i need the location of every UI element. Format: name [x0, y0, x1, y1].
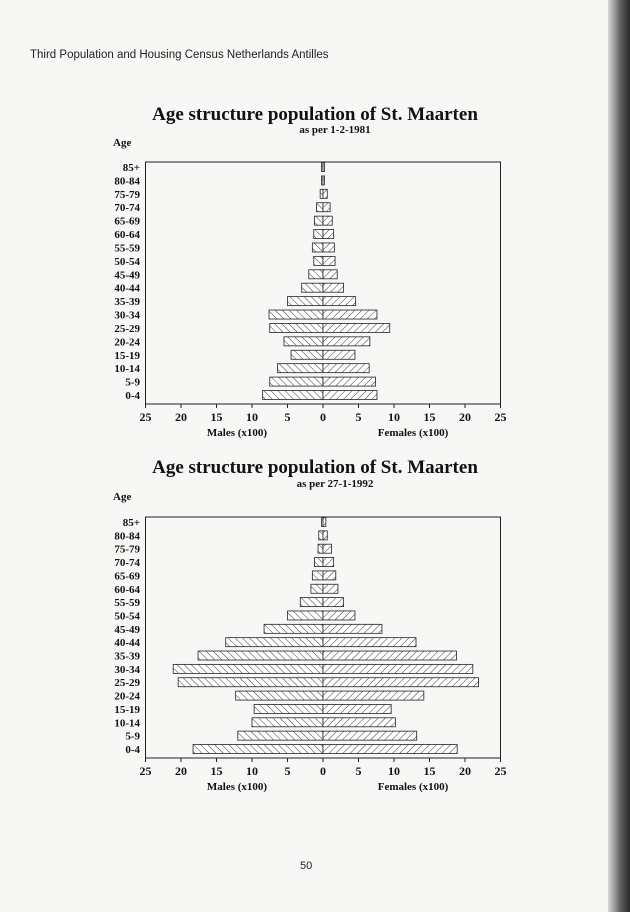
- age-group-label: 60-64: [114, 583, 140, 596]
- female-bar-5-9: [323, 731, 417, 740]
- male-bar-35-39: [198, 651, 323, 660]
- x-axis-label-females: Females (x100): [377, 781, 449, 793]
- age-group-label: 80-84: [114, 175, 140, 188]
- x-axis-label-females: Females (x100): [377, 427, 449, 439]
- age-group-label: 20-24: [114, 690, 140, 703]
- x-tick-label: 20: [175, 764, 187, 778]
- x-tick-label: 15: [210, 764, 223, 778]
- x-tick-label: 15: [423, 764, 436, 778]
- age-group-label: 50-54: [114, 610, 140, 623]
- x-tick-label: 5: [355, 410, 362, 424]
- female-bar-70-74: [323, 203, 330, 212]
- age-group-label: 10-14: [114, 363, 140, 376]
- x-tick-label: 0: [320, 410, 326, 424]
- x-tick-label: 10: [246, 410, 258, 424]
- female-bar-60-64: [323, 584, 338, 593]
- x-tick-label: 25: [494, 410, 507, 424]
- male-bar-50-54: [288, 611, 324, 620]
- age-group-label: 20-24: [114, 336, 140, 349]
- female-bar-25-29: [323, 678, 478, 687]
- female-bar-75-79: [323, 189, 327, 198]
- x-axis-label-males: Males (x100): [206, 427, 268, 439]
- x-tick-label: 10: [388, 410, 400, 424]
- male-bar-45-49: [309, 270, 323, 279]
- age-group-label: 40-44: [114, 637, 140, 650]
- female-bar-45-49: [323, 270, 337, 279]
- male-bar-30-34: [269, 310, 323, 319]
- male-bar-10-14: [278, 364, 323, 373]
- male-bar-25-29: [178, 678, 323, 687]
- male-bar-45-49: [264, 624, 323, 633]
- male-bar-75-79: [320, 189, 323, 198]
- male-bar-5-9: [270, 377, 323, 386]
- age-group-label: 75-79: [114, 543, 140, 556]
- female-bar-50-54: [323, 611, 355, 620]
- age-group-label: 85+: [122, 162, 140, 174]
- male-bar-10-14: [252, 718, 323, 727]
- female-bar-30-34: [323, 310, 377, 319]
- male-bar-80-84: [319, 531, 323, 540]
- x-tick-label: 25: [139, 410, 152, 424]
- female-bar-30-34: [323, 664, 473, 673]
- age-group-label: 70-74: [114, 202, 140, 215]
- age-group-label: 55-59: [114, 597, 140, 610]
- female-bar-10-14: [323, 718, 395, 727]
- x-tick-label: 25: [494, 764, 507, 778]
- age-group-label: 65-69: [114, 570, 140, 583]
- female-bar-25-29: [323, 323, 390, 332]
- female-bar-0-4: [323, 391, 377, 400]
- female-bar-80-84: [323, 176, 324, 185]
- female-bar-65-69: [323, 216, 332, 225]
- female-bar-20-24: [323, 337, 370, 346]
- x-tick-label: 15: [210, 410, 223, 424]
- female-bar-85+: [323, 518, 326, 527]
- age-group-label: 30-34: [114, 309, 140, 322]
- male-bar-55-59: [300, 598, 323, 607]
- female-bar-5-9: [323, 377, 376, 386]
- age-group-label: 85+: [122, 517, 140, 529]
- female-bar-80-84: [323, 531, 327, 540]
- x-axis-label-males: Males (x100): [206, 781, 268, 793]
- female-bar-15-19: [323, 704, 391, 713]
- age-group-label: 40-44: [114, 282, 140, 295]
- male-bar-15-19: [254, 704, 323, 713]
- age-group-label: 50-54: [114, 255, 140, 268]
- x-tick-label: 5: [284, 410, 291, 424]
- male-bar-20-24: [236, 691, 323, 700]
- age-group-label: 0-4: [125, 390, 140, 402]
- male-bar-60-64: [311, 584, 323, 593]
- age-group-label: 5-9: [125, 730, 140, 743]
- x-tick-label: 5: [284, 764, 291, 778]
- male-bar-70-74: [317, 203, 323, 212]
- male-bar-5-9: [238, 731, 323, 740]
- chart-2-subtitle: as per 27-1-1992: [296, 478, 374, 490]
- age-group-label: 0-4: [125, 744, 140, 756]
- page-number: 50: [300, 860, 313, 872]
- x-tick-label: 25: [139, 764, 152, 778]
- male-bar-65-69: [312, 571, 323, 580]
- chart-2-title: Age structure population of St. Maarten: [152, 457, 478, 478]
- female-bar-75-79: [323, 544, 332, 553]
- male-bar-20-24: [284, 337, 323, 346]
- age-group-label: 45-49: [114, 269, 140, 282]
- age-group-label: 5-9: [125, 376, 140, 389]
- male-bar-15-19: [291, 350, 323, 359]
- male-bar-40-44: [226, 638, 323, 647]
- female-bar-20-24: [323, 691, 424, 700]
- age-group-label: 30-34: [114, 663, 140, 676]
- female-bar-10-14: [323, 364, 369, 373]
- female-bar-35-39: [323, 297, 356, 306]
- chart-2-age-label: Age: [113, 491, 132, 503]
- male-bar-75-79: [318, 544, 323, 553]
- age-group-label: 60-64: [114, 229, 140, 242]
- male-bar-70-74: [314, 558, 323, 567]
- chart-1-subtitle: as per 1-2-1981: [299, 124, 371, 136]
- age-group-label: 80-84: [114, 530, 140, 543]
- male-bar-40-44: [302, 283, 323, 292]
- male-bar-35-39: [288, 297, 324, 306]
- female-bar-45-49: [323, 624, 382, 633]
- chart-1-title: Age structure population of St. Maarten: [152, 104, 478, 125]
- x-tick-label: 20: [175, 410, 187, 424]
- age-group-label: 45-49: [114, 623, 140, 636]
- age-group-label: 15-19: [114, 349, 140, 362]
- x-tick-label: 10: [388, 764, 400, 778]
- x-tick-label: 0: [320, 764, 326, 778]
- female-bar-55-59: [323, 598, 344, 607]
- age-group-label: 55-59: [114, 242, 140, 255]
- female-bar-40-44: [323, 638, 416, 647]
- female-bar-50-54: [323, 256, 335, 265]
- age-group-label: 15-19: [114, 703, 140, 716]
- age-group-label: 75-79: [114, 188, 140, 201]
- female-bar-35-39: [323, 651, 456, 660]
- male-bar-0-4: [263, 391, 323, 400]
- female-bar-0-4: [323, 745, 457, 754]
- x-tick-label: 20: [459, 410, 471, 424]
- x-tick-label: 20: [459, 764, 471, 778]
- female-bar-65-69: [323, 571, 336, 580]
- age-group-label: 65-69: [114, 215, 140, 228]
- running-header: Third Population and Housing Census Netherlands Antilles: [30, 49, 329, 61]
- chart-1-age-label: Age: [113, 137, 132, 149]
- female-bar-55-59: [323, 243, 334, 252]
- male-bar-0-4: [193, 745, 323, 754]
- male-bar-50-54: [314, 256, 323, 265]
- female-bar-15-19: [323, 350, 355, 359]
- age-group-label: 25-29: [114, 322, 140, 335]
- female-bar-85+: [323, 163, 324, 172]
- female-bar-40-44: [323, 283, 344, 292]
- male-bar-65-69: [314, 216, 323, 225]
- x-tick-label: 15: [423, 410, 436, 424]
- age-group-label: 10-14: [114, 717, 140, 730]
- male-bar-55-59: [312, 243, 323, 252]
- male-bar-25-29: [270, 323, 323, 332]
- female-bar-70-74: [323, 558, 334, 567]
- age-group-label: 25-29: [114, 677, 140, 690]
- male-bar-60-64: [314, 230, 323, 239]
- x-tick-label: 5: [355, 764, 362, 778]
- age-group-label: 35-39: [114, 650, 140, 663]
- x-tick-label: 10: [246, 764, 258, 778]
- male-bar-30-34: [173, 664, 323, 673]
- age-group-label: 70-74: [114, 557, 140, 570]
- age-group-label: 35-39: [114, 296, 140, 309]
- female-bar-60-64: [323, 230, 334, 239]
